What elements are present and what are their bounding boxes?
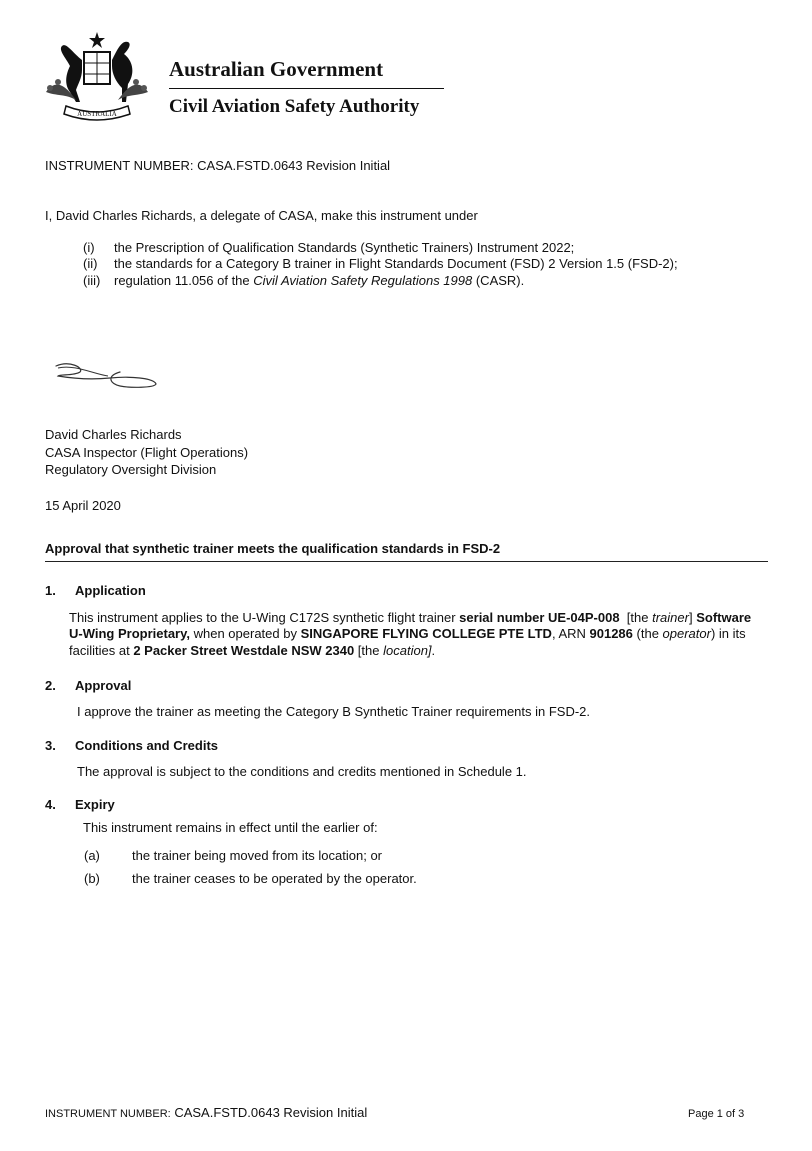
coat-of-arms-logo bbox=[36, 30, 158, 126]
section-conditions-body: The approval is subject to the conditions and credits mentioned in Schedule 1. bbox=[77, 764, 527, 779]
intro-statement: I, David Charles Richards, a delegate of CASA, make this instrument under bbox=[45, 208, 478, 223]
authority-text: the standards for a Category B trainer in Flight Standards Document (FSD) 2 Version 1.5 (FSD-2); bbox=[114, 256, 678, 272]
section-expiry-body: This instrument remains in effect until the earlier of: bbox=[83, 820, 378, 835]
section-expiry-heading: 4. Expiry bbox=[45, 797, 115, 812]
authority-item bbox=[83, 273, 758, 289]
authority-number: (i) bbox=[83, 240, 95, 255]
government-name: Australian Government bbox=[169, 57, 384, 81]
section-approval-heading: 2. Approval bbox=[45, 678, 132, 693]
section-approval-body: I approve the trainer as meeting the Category B Synthetic Trainer requirements in FSD-2. bbox=[77, 704, 591, 719]
authority-item bbox=[83, 256, 758, 272]
agency-name: Civil Aviation Safety Authority bbox=[169, 96, 420, 117]
authority-text: regulation 11.056 of the Civil Aviation Safety Regulations 1998 (CASR). bbox=[114, 272, 525, 288]
authority-item bbox=[83, 240, 758, 256]
section-application-body: This instrument applies to the U-Wing C172S synthetic flight trainer serial number UE-04P-008 [the trainer] Software U-Wing Proprietary, when operated by SINGAPORE FLYING COLLEGE PTE LTD, ARN 901286 (the operator) in its facilities at 2 Packer Street Westdale NSW 2340 [the location]. bbox=[69, 610, 752, 658]
footer-page-number: Page 1 of 3 bbox=[688, 1108, 745, 1120]
signature-image bbox=[50, 358, 160, 392]
signatory-division: Regulatory Oversight Division bbox=[45, 462, 217, 477]
approval-title: Approval that synthetic trainer meets the qualification standards in FSD-2 bbox=[45, 541, 501, 556]
signatory-block bbox=[45, 427, 248, 480]
crest-motto: AUSTRALIA bbox=[77, 110, 117, 118]
signatory-title: CASA Inspector (Flight Operations) bbox=[45, 444, 249, 460]
expiry-item: (a) the trainer being moved from its location; or bbox=[84, 848, 383, 863]
section-conditions-heading: 3. Conditions and Credits bbox=[45, 738, 218, 753]
authority-text: the Prescription of Qualification Standards (Synthetic Trainers) Instrument 2022; bbox=[114, 240, 575, 255]
header-divider bbox=[169, 88, 444, 89]
expiry-item: (b) the trainer ceases to be operated by the operator. bbox=[84, 871, 417, 886]
section-application-heading: 1. Application bbox=[45, 583, 146, 598]
authority-list bbox=[83, 240, 758, 289]
footer-instrument-number: INSTRUMENT NUMBER: CASA.FSTD.0643 Revision Initial bbox=[45, 1105, 368, 1120]
approval-divider bbox=[45, 561, 768, 562]
authority-number: (iii) bbox=[83, 272, 101, 288]
instrument-date: 15 April 2020 bbox=[45, 498, 121, 513]
signatory-name: David Charles Richards bbox=[45, 427, 182, 442]
instrument-number: INSTRUMENT NUMBER: CASA.FSTD.0643 Revision Initial bbox=[45, 158, 391, 173]
authority-number: (ii) bbox=[83, 256, 98, 272]
expiry-conditions-list bbox=[84, 848, 417, 894]
